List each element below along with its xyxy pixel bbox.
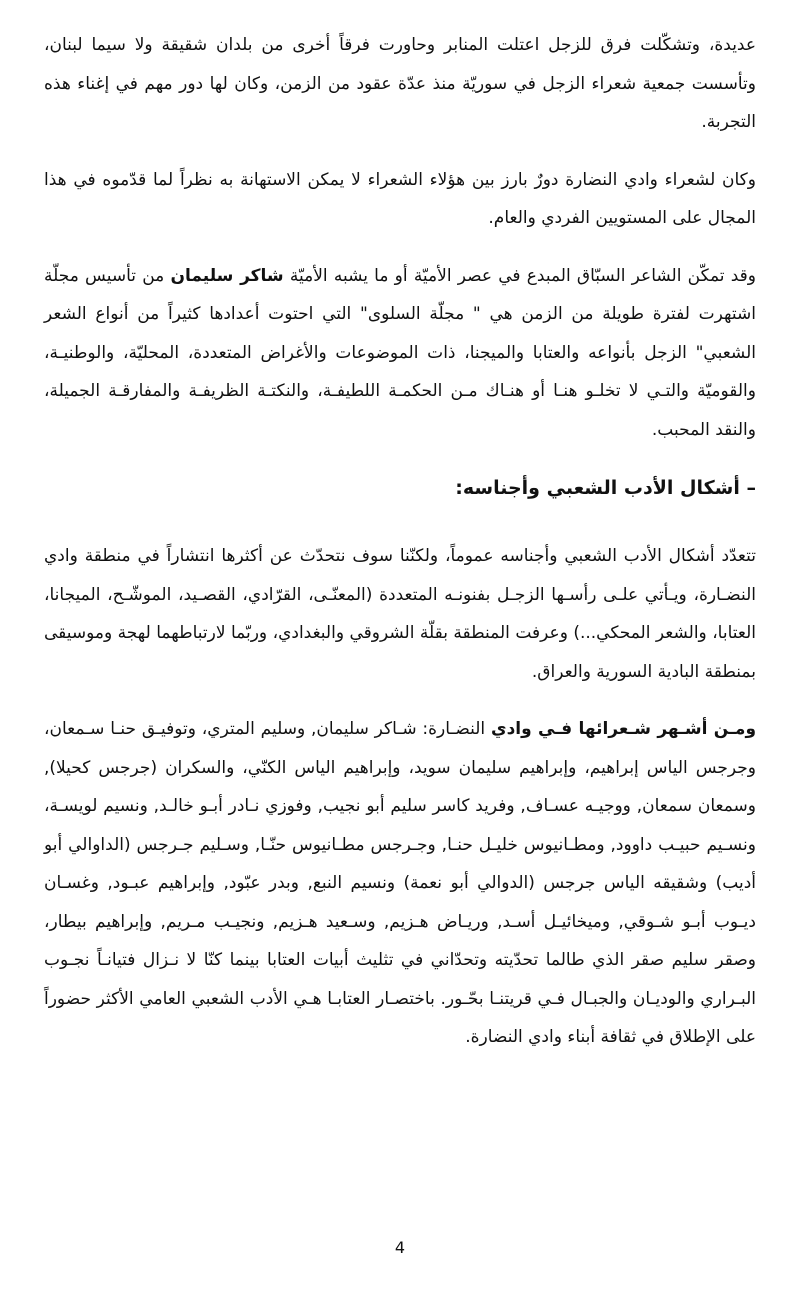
- document-page: [44, 26, 756, 1076]
- paragraph-wadi-poets-role: وكان لشعراء وادي النضارة دورٌ بارز بين هؤلاء الشعراء لا يمكن الاستهانة به نظراً لما قدّموه في هذا المجال على المستويين الفردي والعام.: [44, 169, 756, 228]
- paragraph-shaker-suleiman: [44, 257, 756, 450]
- paragraph-folk-literature-forms: تتعدّد أشكال الأدب الشعبي وأجناسه عموماً، ولكنّنا سوف نتحدّث عن أكثرها انتشاراً في منطقة وادي النضـارة، ويـأتي علـى رأسـها الزجـل بفنونـه المتعددة (المعنّـى، القرّادي، القصـيد، الموشّـح، الميجانا، العتابا، والشعر المحكي...) وعرفت المنطقة بقلّة الشروقي والبغدادي، وربّما لارتباطهما لهجة وموسيقى بمنطقة البادية السورية والعراق.: [44, 546, 756, 682]
- paragraph-famous-poets: [44, 710, 756, 1057]
- paragraph-text-after: من تأسيس مجلّة اشتهرت لفترة طويلة من الزمن هي " مجلّة السلوى" التي احتوت أعدادها كثيراً من أنواع الشعر الشعبي" الزجل بأنواعه والعتابا والميجنا، ذات الموضوعات والأغراض المتعددة، المحليّة، والوطنيـة، والقوميّة والتـي لا تخلـو هنـا أو هنـاك مـن الحكمـة اللطيفـة، والنكتـة الظريفـة والمفارقـة الجميلة، والنقد المحبب.: [44, 265, 756, 440]
- section-heading: – أشكال الأدب الشعبي وأجناسه:: [455, 477, 756, 499]
- page-number: 4: [394, 1238, 406, 1257]
- paragraph-zajal-groups: عديدة، وتشكّلت فرق للزجل اعتلت المنابر وحاورت فرقاً أخرى من بلدان شقيقة ولا سيما لبنان، وتأسست جمعية شعراء الزجل في سوريّة منذ عدّة عقود من الزمن، وكان لها دور مهم في إغناء هذه التجربة.: [44, 35, 756, 132]
- bold-phrase-famous-poets: ومـن أشـهر شـعرائها فـي وادي: [490, 719, 757, 739]
- paragraph-poets-list: النضـارة: شـاكر سليمان, وسليم المتري، وتوفيـق حنـا سـمعان، وجرجس الياس إبراهيم، وإبراهيم سليمان سويد، وإبراهيم الياس الكنّي، والسكران (جرجس كحيلا), وسمعان سمعان, ووجيـه عسـاف, وفريد كاسر سليم أبو نجيب, وفوزي نـادر أبـو خالـد, ونسيم لويسـة، ونسـيم حبيـب داوود, ومطـانيوس خليـل حنـا, وجـرجس مطـانيوس حنّـا, وسـليم جـرجس (الداوالي أبو أديب) وشقيقه الياس جرجس (الدوالي أبو نعمة) ونسيم النبع, وبدر عبّود, وإبراهيم عبـود, وغسـان ديـوب أبـو شـوقي, وميخائيـل أسـد, وريـاض هـزيم, وسـعيد هـزيم, ونجيـب مـريم, وإبراهيم بيطار، وصقر سليم صقر الذي طالما تحدّيته وتحدّاني في تثليث أبيات العتابا بينما كنّا لا نـزال فتيانـاً نجـوب البـراري والوديـان والجبـال فـي قريتنـا بحّـور. باختصـار العتابـا هـي الأدب الشعبي العامي الأكثر حضوراً على الإطلاق في ثقافة أبناء وادي النضارة.: [44, 719, 756, 1047]
- paragraph-text-before: وقد تمكّن الشاعر السبّاق المبدع في عصر الأميّة أو ما يشبه الأميّة: [289, 265, 757, 286]
- bold-name-shaker-suleiman: شاكر سليمان: [170, 265, 284, 286]
